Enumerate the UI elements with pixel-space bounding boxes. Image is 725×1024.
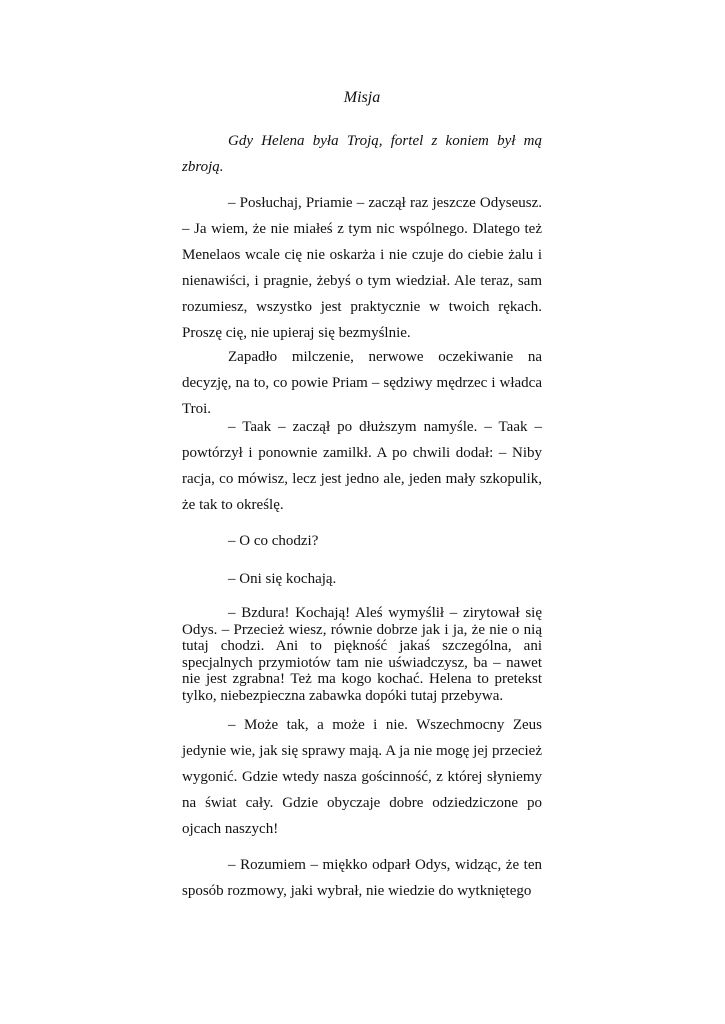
body-paragraph: – Bzdura! Kochają! Aleś wymyślił – zirytował się Odys. – Przecież wiesz, równie dobrze jak i ja, że nie o nią tutaj chodzi. Ani to piękność jakaś szczególna, ani specjalnych przymiotów tam nie uświadczysz, ba – nawet nie jest zgrabna! Też ma kogo kochać. Helena to pretekst tylko, niebezpieczna zabawka dopóki tutaj przebywa. — [182, 605, 542, 704]
body-paragraph: Zapadło milczenie, nerwowe oczekiwanie na decyzję, na to, co powie Priam – sędziwy mędrzec i władca Troi. — [182, 349, 542, 417]
chapter-title: Misja — [343, 89, 381, 106]
body-paragraph: – Posłuchaj, Priamie – zaczął raz jeszcze Odyseusz. – Ja wiem, że nie miałeś z tym nic wspólnego. Dlatego też Menelaos wcale cię nie oskarża i nie czuje do ciebie żalu i nienawiści, i pragnie, żebyś o tym wiedział. Ale teraz, sam rozumiesz, wszystko jest praktycznie w twoich rękach. Proszę cię, nie upieraj się bezmyślnie. — [182, 195, 542, 341]
body-paragraph: – O co chodzi? — [228, 533, 319, 549]
body-paragraph: – Może tak, a może i nie. Wszechmocny Zeus jedynie wie, jak się sprawy mają. A ja nie mogę jej przecież wygonić. Gdzie wtedy nasza gościnność, z której słyniemy na świat cały. Gdzie obyczaje dobre odziedziczone po ojcach naszych! — [182, 717, 542, 837]
body-paragraph: – Taak – zaczął po dłuższym namyśle. – Taak – powtórzył i ponownie zamilkł. A po chwili dodał: – Niby racja, co mówisz, lecz jest jedno ale, jeden mały szkopulik, że tak to określę. — [182, 419, 542, 513]
motto-paragraph: Gdy Helena była Troją, fortel z koniem był mą zbroją. — [182, 133, 542, 175]
body-paragraph: – Rozumiem – miękko odparł Odys, widząc, że ten sposób rozmowy, jaki wybrał, nie wiedzie do wytkniętego — [182, 857, 542, 899]
body-paragraph: – Oni się kochają. — [228, 571, 337, 587]
